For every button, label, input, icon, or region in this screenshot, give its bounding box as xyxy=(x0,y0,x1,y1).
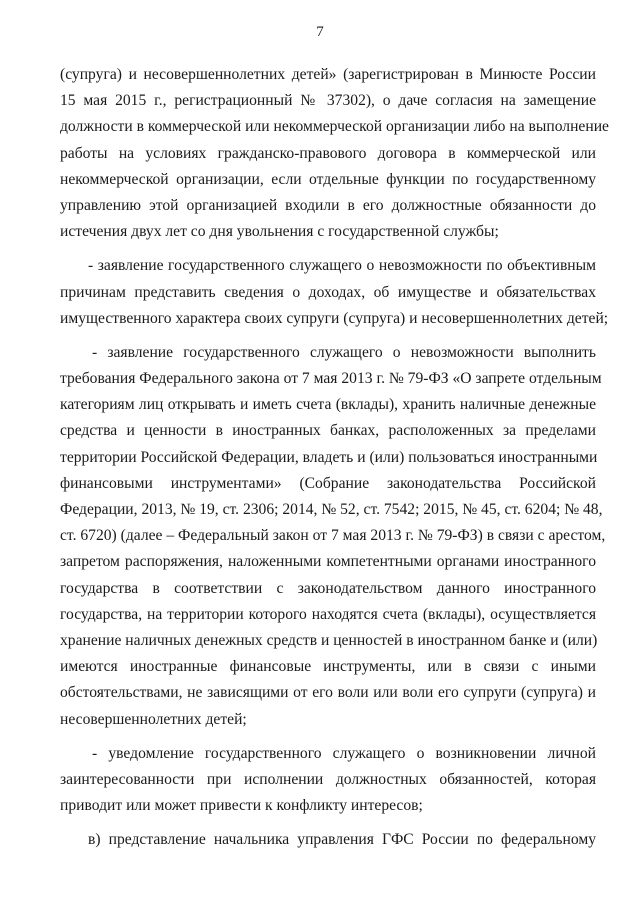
page-number: 7 xyxy=(316,24,324,40)
text-line: несовершеннолетних детей; xyxy=(60,710,247,728)
text-line: имеются иностранные финансовые инструменты, или в связи с иными xyxy=(60,658,596,676)
paragraph-item-v xyxy=(60,827,596,853)
text-line: - заявление государственного служащего о невозможности по объективным xyxy=(88,257,596,275)
document-body xyxy=(60,62,609,853)
paragraph-statement-law xyxy=(60,340,606,733)
text-line: приводит или может привести к конфликту интересов; xyxy=(60,797,423,815)
text-line: - заявление государственного служащего о невозможности выполнить xyxy=(92,343,596,361)
text-line: 15 мая 2015 г., регистрационный № 37302), о даче согласия на замещение xyxy=(60,92,596,110)
text-line: работы на условиях гражданско-правового договора в коммерческой или xyxy=(60,144,596,162)
paragraph-statement-income xyxy=(60,253,609,332)
text-line: запретом распоряжения, наложенными компетентными органами иностранного xyxy=(60,553,596,571)
text-line: имущественного характера своих супруги (супруга) и несовершеннолетних детей; xyxy=(60,309,609,327)
text-line: требования Федерального закона от 7 мая 2013 г. № 79-ФЗ «О запрете отдельным xyxy=(60,370,602,388)
paragraph-notification-conflict xyxy=(60,741,596,820)
text-line: управлению этой организацией входили в его должностные обязанности до xyxy=(60,196,596,214)
text-line: ст. 6720) (далее – Федеральный закон от 7 мая 2013 г. № 79-ФЗ) в связи с арестом, xyxy=(60,527,606,545)
text-line: истечения двух лет со дня увольнения с государственной службы; xyxy=(60,223,499,241)
text-line: некоммерческой организации, если отдельные функции по государственному xyxy=(60,170,596,188)
text-line: территории Российской Федерации, владеть и (или) пользоваться иностранными xyxy=(60,448,598,466)
text-line: должности в коммерческой или некоммерческой организации либо на выполнение xyxy=(60,118,609,136)
text-line: государства в соответствии с законодательством данного иностранного xyxy=(60,579,596,597)
text-line: Федерации, 2013, № 19, ст. 2306; 2014, № 52, ст. 7542; 2015, № 45, ст. 6204; № 48, xyxy=(60,501,603,518)
text-line: в) представление начальника управления ГФС России по федеральному xyxy=(88,831,596,849)
text-line: - уведомление государственного служащего о возникновении личной xyxy=(92,744,596,762)
text-line: (супруга) и несовершеннолетних детей» (зарегистрирован в Минюсте России xyxy=(60,66,596,83)
text-line: категориям лиц открывать и иметь счета (вклады), хранить наличные денежные xyxy=(60,396,596,414)
text-line: причинам представить сведения о доходах, об имуществе и обязательствах xyxy=(60,283,596,301)
paragraph-continuation xyxy=(60,62,609,245)
text-line: государства, на территории которого находятся счета (вклады), осуществляется xyxy=(60,605,596,623)
text-line: заинтересованности при исполнении должностных обязанностей, которая xyxy=(60,770,596,788)
text-line: обстоятельствами, не зависящими от его воли или воли его супруги (супруга) и xyxy=(60,684,596,702)
text-line: средства и ценности в иностранных банках, расположенных за пределами xyxy=(60,422,596,440)
text-line: хранение наличных денежных средств и ценностей в иностранном банке и (или) xyxy=(60,631,598,649)
text-line: финансовыми инструментами» (Собрание законодательства Российской xyxy=(60,474,596,492)
